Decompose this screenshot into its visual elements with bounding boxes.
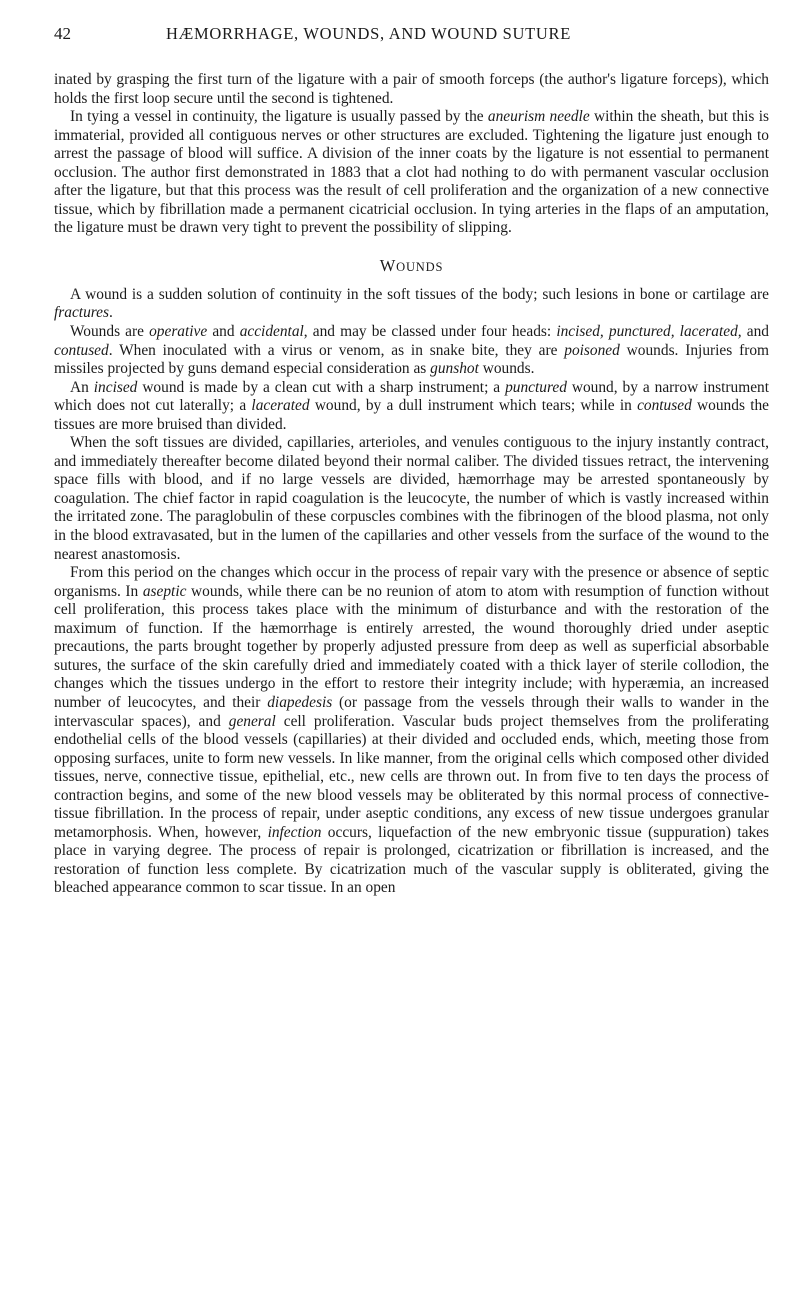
paragraph <box>54 434 769 564</box>
text-run: and <box>741 323 769 341</box>
text-run: within the sheath, but this is immaterial, provided all contiguous nerves or other structures are excluded. Tightening the ligature just enough to arrest the passage of blood will suffice. A division of the inner coats by the ligature is not essential to permanent occlusion. The author first demonstrated in 1883 that a clot had nothing to do with permanent vascular occlusion after the ligature, but that this process was the result of cell proliferation and the organization of a new connective tissue, which by fibrillation made a permanent cicatricial occlusion. In tying arteries in the flaps of an amputation, the ligature must be drawn very tight to prevent the possibility of slipping. <box>54 108 769 237</box>
paragraph <box>54 286 769 323</box>
paragraph <box>54 71 769 108</box>
text-run: wounds, while there can be no reunion of atom to atom with resumption of function without cell proliferation, this process takes place with the minimum of disturbance and with the restoration of the maximum of function. If the hæmorrhage is entirely arrested, the wound thoroughly dried under aseptic precautions, the parts brought together by properly adjusted pressure from deep as well as superficial absorbable sutures, the surface of the skin carefully dried and immediately coated with a thick layer of sterile collodion, the changes which the tissues undergo in the effort to restore their integrity include; with hyperæmia, an increased number of leucocytes, and their <box>54 582 769 711</box>
text-run: Wounds are <box>70 323 150 341</box>
italic-run: aseptic <box>142 582 187 600</box>
text-run: wounds the tissues are more bruised than divided. <box>54 397 770 433</box>
italic-run: punctured <box>505 378 567 396</box>
text-run: and <box>207 323 240 341</box>
section-heading-wounds <box>54 257 769 276</box>
text-run: inated by grasping the first turn of the ligature with a pair of smooth forceps (the author's ligature forceps), which holds the first loop secure until the second is tightened. <box>54 71 769 107</box>
italic-run: gunshot <box>430 360 479 378</box>
text-run: occurs, liquefaction of the new embryonic tissue (suppuration) takes place in varying degree. The process of repair is prolonged, cicatrization or fibrillation is increased, and the restoration of function less complete. By cicatrization much of the vascular supply is obliterated, giving the bleached appearance common to scar tissue. In an open <box>54 823 769 897</box>
paragraph <box>54 108 769 238</box>
paragraph <box>54 323 769 379</box>
text-run: cell proliferation. Vascular buds project themselves from the proliferating endothelial cells of the blood vessels (capillaries) at their divided and occluded ends, which, meeting those from opposing surfaces, unite to form new vessels. In like manner, from the original cells which composed other divided tissues, nerve, connective tissue, epithelial, etc., new cells are thrown out. In from five to ten days the process of contraction begins, and some of the new blood vessels may be obliterated by this normal process of connective-tissue fibrillation. In the process of repair, under aseptic conditions, any excess of new tissue undergoes granular metamorphosis. When, however, <box>54 712 769 841</box>
text-run: . <box>109 304 113 322</box>
text-run: From this period on the changes which occur in the process of repair vary with the presence or absence of septic organisms. In <box>54 564 769 600</box>
section-heading-rest: OUNDS <box>396 259 444 274</box>
italic-run: contused <box>54 341 109 359</box>
running-header <box>54 0 769 50</box>
italic-run: operative <box>149 323 208 341</box>
text-run: wound, by a dull instrument which tears; while in <box>309 397 638 415</box>
text-run: wound, by a narrow instrument which does not cut laterally; a <box>54 378 769 415</box>
italic-run: diapedesis <box>267 693 333 711</box>
section-heading-initial: W <box>379 255 397 275</box>
text-run: wounds. <box>478 360 535 378</box>
text-run: wound is made by a clean cut with a sharp instrument; a <box>137 378 506 396</box>
body-text <box>54 71 769 898</box>
page-number: 42 <box>54 24 71 43</box>
italic-run: fractures <box>54 304 110 322</box>
text-run: An <box>70 378 94 396</box>
running-title: HÆMORRHAGE, WOUNDS, AND WOUND SUTURE <box>166 24 572 43</box>
italic-run: lacerated <box>251 397 310 415</box>
italic-run: poisoned <box>564 341 620 359</box>
italic-run: aneurism needle <box>487 108 590 126</box>
text-run: . When inoculated with a virus or venom, as in snake bite, they are <box>108 341 565 359</box>
italic-run: contused <box>637 397 692 415</box>
italic-run: incised <box>93 378 138 396</box>
text-run: In tying a vessel in continuity, the ligature is usually passed by the <box>70 108 488 126</box>
paragraph <box>54 564 769 898</box>
text-run: A wound is a sudden solution of continuity in the soft tissues of the body; such lesions in bone or cartilage are <box>70 285 769 303</box>
italic-run: incised, punctured, lacerated, <box>556 323 742 341</box>
text-run: wounds. Injuries from missiles projected by guns demand especial consideration as <box>54 341 769 378</box>
italic-run: general <box>228 712 276 730</box>
italic-run: infection <box>267 823 322 841</box>
text-run: , and may be classed under four heads: <box>303 323 557 341</box>
text-run: (or passage from the vessels through their walls to wander in the intervascular spaces), and <box>54 693 769 730</box>
text-run: When the soft tissues are divided, capillaries, arterioles, and venules contiguous to the injury instantly contract, and immediately thereafter become dilated beyond their normal caliber. The divided tissues retract, the intervening space fills with blood, and if no large vessels are divided, hæmorrhage may be arrested spontaneously by coagulation. The chief factor in rapid coagulation is the leucocyte, the number of which is vastly increased within the irritated zone. The paraglobulin of these corpuscles combines with the fibrinogen of the blood plasma, not only in the blood extravasated, but in the lumen of the capillaries and other vessels from the surface of the wound to the nearest anastomosis. <box>54 434 769 563</box>
paragraph <box>54 379 769 435</box>
italic-run: accidental <box>239 323 304 341</box>
